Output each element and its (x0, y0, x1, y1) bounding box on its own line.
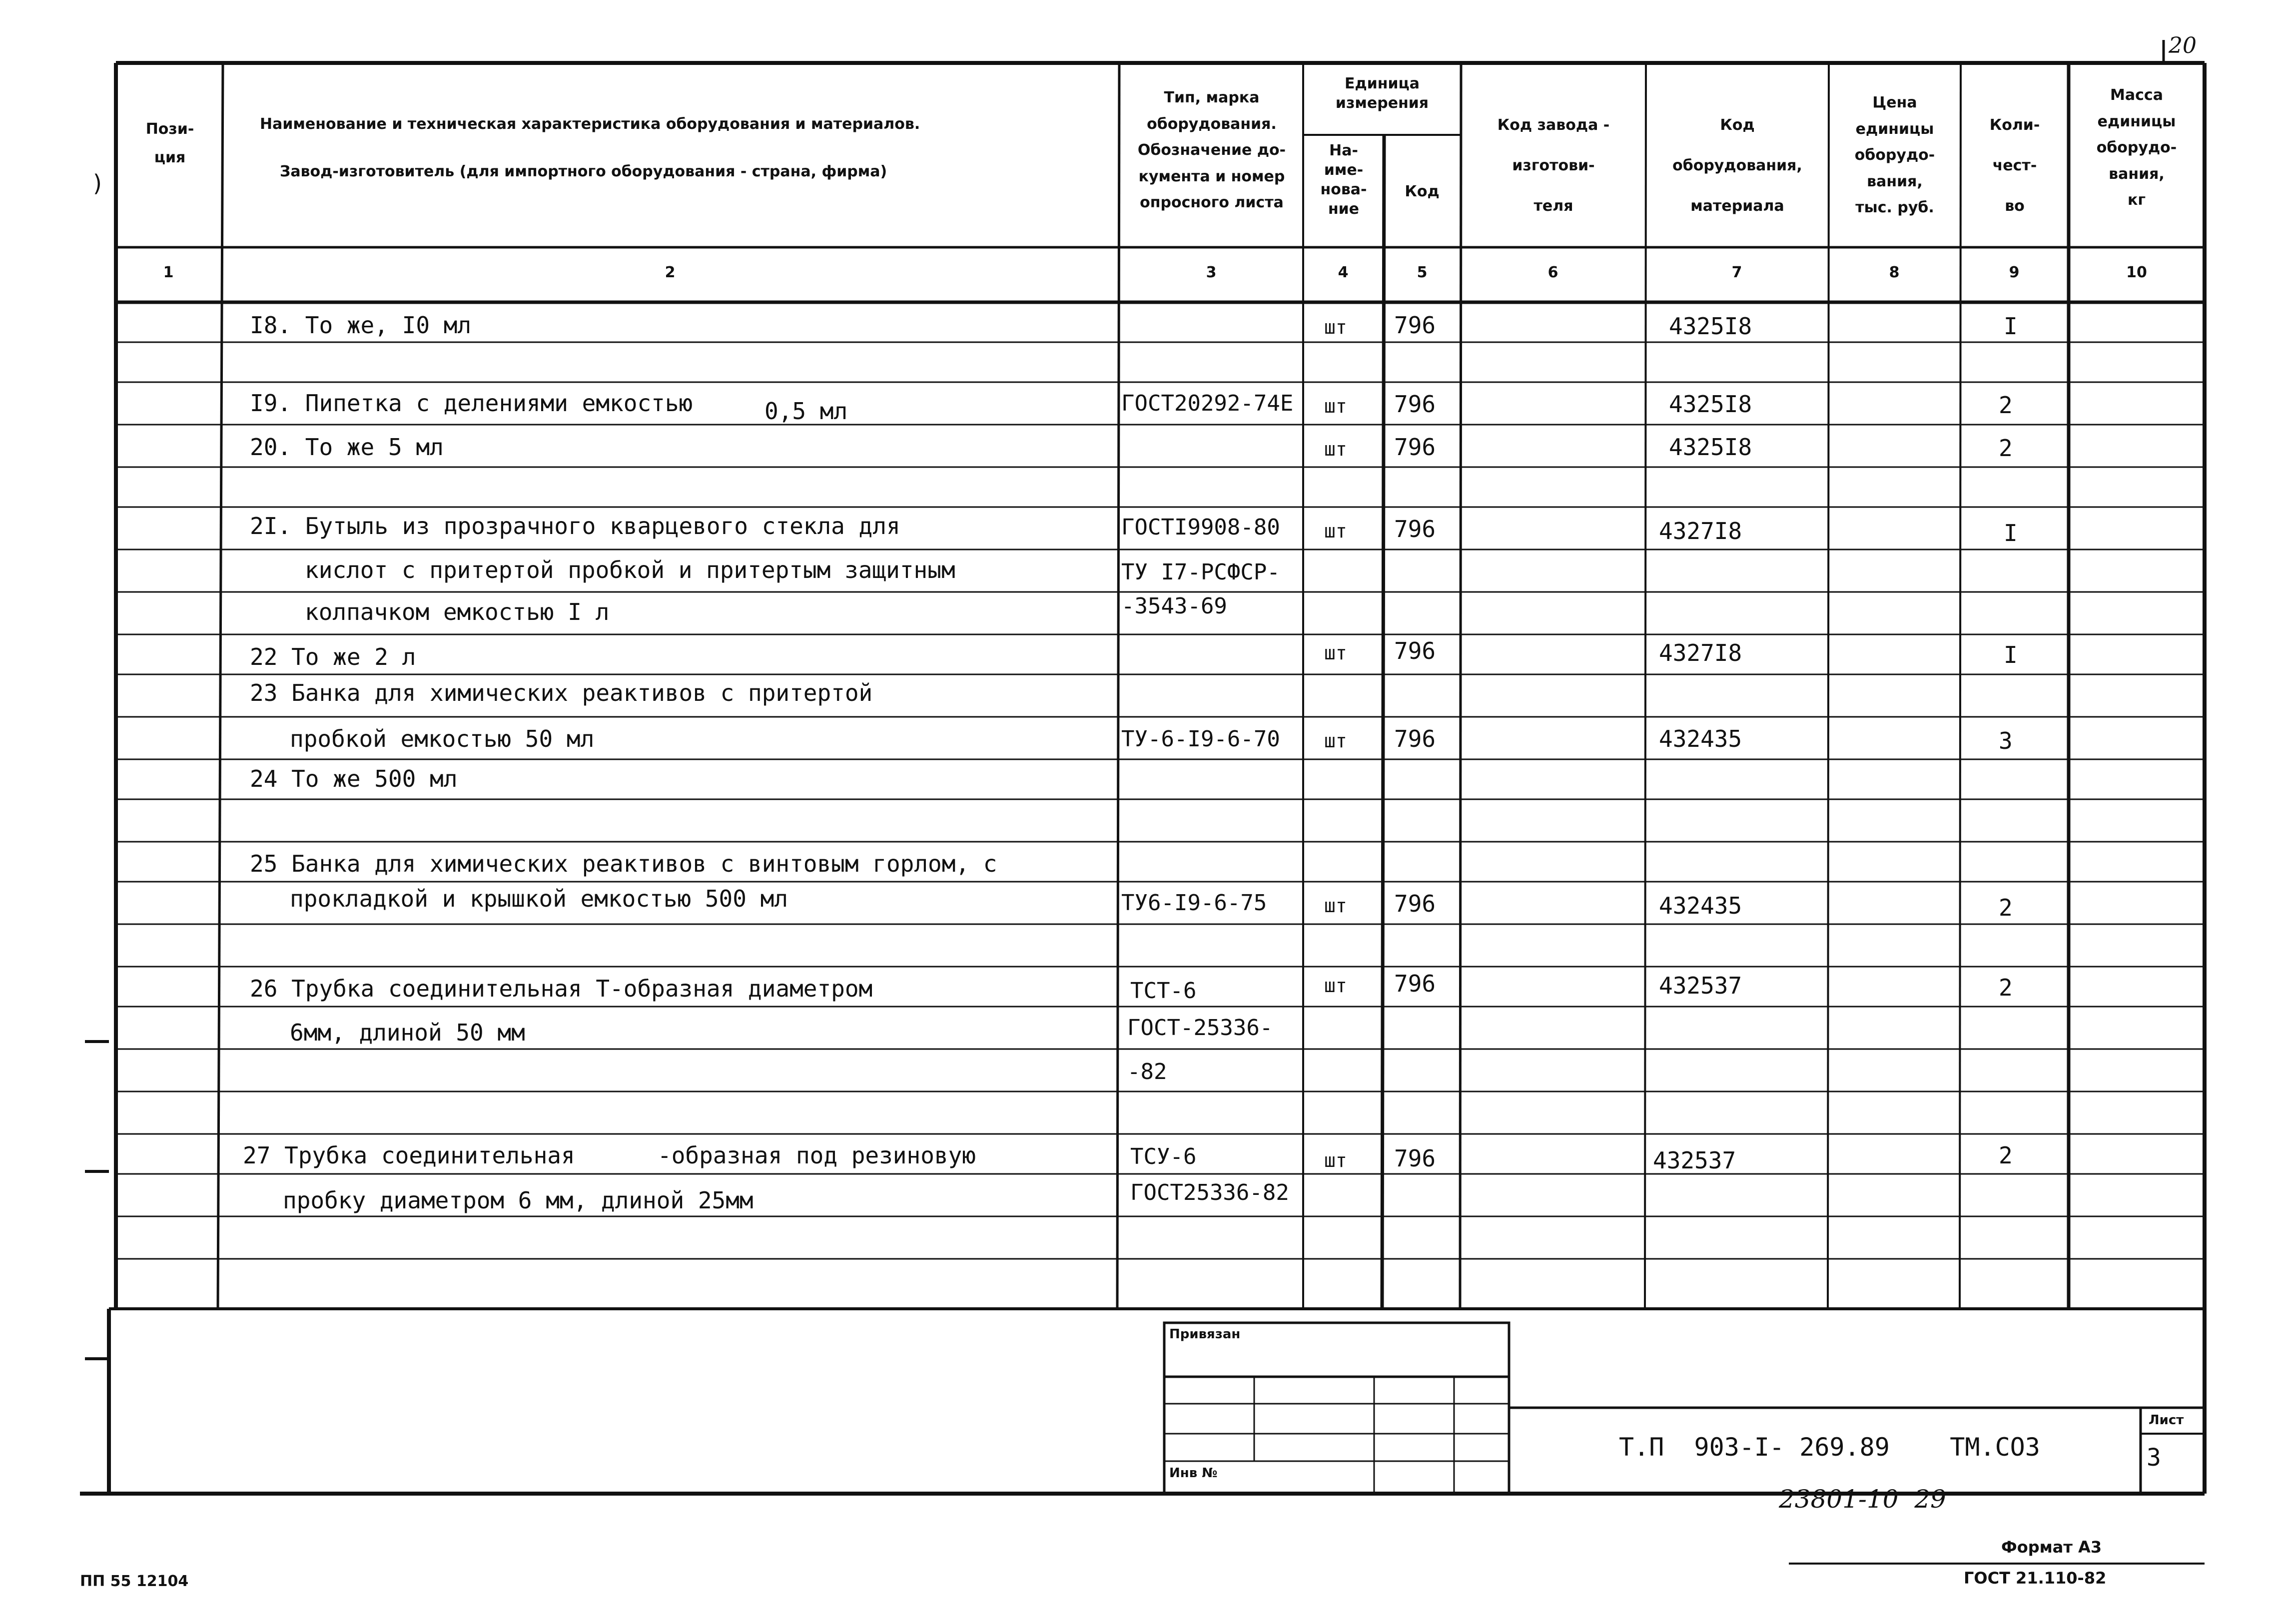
quantity: I (2004, 641, 2018, 668)
document-code: -3543-69 (1121, 593, 1227, 619)
unit-code: 796 (1394, 312, 1436, 339)
format-label: Формат А3 (2001, 1538, 2102, 1557)
item-name-cont: пробкой емкостью 50 мл (290, 725, 595, 752)
document-code: ТСУ-6 (1130, 1144, 1197, 1169)
item-name-cont: кислот с притертой пробкой и притертым защитным (305, 556, 955, 583)
document-code: ГОСТ25336-82 (1130, 1180, 1289, 1205)
quantity: 2 (1999, 974, 2013, 1001)
colnum-2: 2 (665, 264, 676, 281)
equipment-code: 432537 (1653, 1147, 1736, 1174)
sheet-number: 3 (2147, 1444, 2161, 1472)
header-unit-code: Код (1405, 183, 1440, 200)
header-factory-code: Код завода - изготови- теля (1497, 116, 1610, 215)
document-code: ГОСТI9908-80 (1121, 515, 1280, 540)
item-name-cont: колпачком емкостью I л (305, 598, 610, 625)
equipment-code: 432435 (1659, 725, 1742, 752)
item-name: I9. Пипетка с делениями емкостью (250, 390, 693, 417)
sheet-label: Лист (2149, 1413, 2184, 1428)
corner-sheet-mark: 20 (2169, 33, 2197, 58)
colnum-9: 9 (2009, 264, 2020, 281)
item-name: 25 Банка для химических реактивов с винтовым горлом, с (250, 850, 997, 877)
item-name-extra: -образная под резиновую (658, 1142, 976, 1169)
document-code: -82 (1127, 1059, 1167, 1084)
quantity: 2 (1999, 392, 2013, 419)
header-unit-name: На- име- нова- ние (1320, 142, 1367, 218)
header-name-line1: Наименование и техническая характеристика оборудования и материалов. (260, 115, 920, 133)
header-unit-mass: Масса единицы оборудо- вания, кг (2096, 86, 2177, 209)
header-equipment-code: Код оборудования, материала (1672, 116, 1802, 215)
print-mark: ПП 55 12104 (80, 1573, 189, 1590)
equipment-code: 4327I8 (1659, 518, 1742, 544)
quantity: I (2004, 313, 2018, 340)
quantity: 2 (1999, 435, 2013, 462)
item-name-extra: 0,5 мл (764, 398, 848, 425)
document-code: ТУ6-I9-6-75 (1121, 890, 1267, 916)
unit-name: шт (1324, 316, 1347, 338)
unit-code: 796 (1394, 890, 1436, 917)
document-code: ТУ-6-I9-6-70 (1121, 726, 1280, 752)
item-name-cont: прокладкой и крышкой емкостью 500 мл (290, 885, 788, 912)
colnum-7: 7 (1731, 264, 1742, 281)
item-name: 22 То же 2 л (250, 643, 416, 670)
document-code: ГОСТ-25336- (1127, 1015, 1273, 1041)
item-name: 24 То же 500 мл (250, 765, 458, 792)
unit-name: шт (1324, 730, 1347, 752)
header-unit-price: Цена единицы оборудо- вания, тыс. руб. (1854, 94, 1935, 216)
item-name: 23 Банка для химических реактивов с притертой (250, 679, 873, 706)
header-unit-group: Единица измерения (1335, 75, 1429, 112)
unit-code: 796 (1394, 637, 1436, 664)
unit-code: 796 (1394, 1145, 1436, 1172)
document-code: ГОСТ20292-74Е (1121, 391, 1294, 416)
header-name-line2: Завод-изготовитель (для импортного оборудования - страна, фирма) (280, 163, 887, 180)
unit-code: 796 (1394, 434, 1436, 461)
colnum-8: 8 (1889, 264, 1900, 281)
unit-code: 796 (1394, 725, 1436, 752)
colnum-3: 3 (1206, 264, 1217, 281)
unit-name: шт (1324, 438, 1347, 460)
unit-name: шт (1324, 975, 1347, 997)
quantity: 2 (1999, 1142, 2013, 1169)
unit-name: шт (1324, 1149, 1347, 1171)
document-designation: Т.П 903-I- 269.89 ТМ.СОЗ (1619, 1433, 2040, 1462)
equipment-code: 4325I8 (1669, 391, 1752, 418)
quantity: I (2004, 520, 2018, 546)
colnum-5: 5 (1417, 264, 1428, 281)
item-name: 27 Трубка соединительная (243, 1142, 575, 1169)
header-quantity: Коли- чест- во (1989, 116, 2040, 215)
item-name: 26 Трубка соединительная Т-образная диаметром (250, 975, 873, 1002)
equipment-code: 432537 (1659, 972, 1742, 999)
quantity: 2 (1999, 894, 2013, 921)
gost-label: ГОСТ 21.110-82 (1964, 1569, 2107, 1588)
unit-name: шт (1324, 642, 1347, 664)
equipment-code: 432435 (1659, 892, 1742, 919)
equipment-code: 4325I8 (1669, 434, 1752, 461)
colnum-6: 6 (1547, 264, 1558, 281)
side-mark: ) (93, 170, 102, 197)
item-name-cont: 6мм, длиной 50 мм (290, 1019, 525, 1046)
stamp-inv-label: Инв № (1169, 1466, 1218, 1481)
colnum-4: 4 (1338, 264, 1349, 281)
unit-code: 796 (1394, 391, 1436, 418)
equipment-code: 4325I8 (1669, 313, 1752, 340)
unit-code: 796 (1394, 970, 1436, 997)
equipment-code: 4327I8 (1659, 639, 1742, 666)
unit-name: шт (1324, 395, 1347, 417)
colnum-10: 10 (2126, 264, 2147, 281)
handwritten-number: 23801-10 29 (1779, 1485, 1946, 1514)
unit-name: шт (1324, 520, 1347, 542)
colnum-1: 1 (163, 264, 174, 281)
stamp-privyazan-label: Привязан (1169, 1327, 1241, 1342)
item-name-cont: пробку диаметром 6 мм, длиной 25мм (283, 1187, 754, 1214)
document-code: ТУ I7-РСФСР- (1121, 559, 1280, 585)
item-name: 2I. Бутыль из прозрачного кварцевого стекла для (250, 513, 900, 540)
item-name: I8. То же, I0 мл (250, 312, 472, 339)
document-code: ТСТ-6 (1130, 978, 1197, 1004)
unit-code: 796 (1394, 516, 1436, 542)
header-position: Пози- ция (145, 120, 194, 166)
quantity: 3 (1999, 727, 2013, 754)
header-type-doc: Тип, марка оборудования. Обозначение до- кумента и номер опросного листа (1137, 89, 1286, 211)
item-name: 20. То же 5 мл (250, 434, 444, 461)
unit-name: шт (1324, 895, 1347, 917)
